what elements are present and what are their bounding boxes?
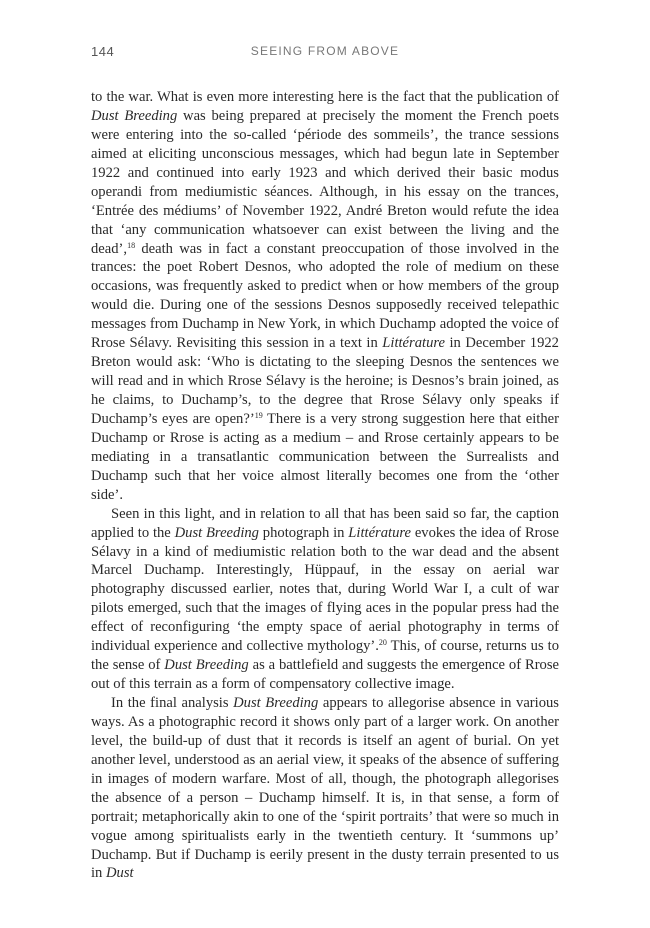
text-run: This, of course, returns us to the sense of — [91, 638, 559, 674]
italic-title: Littérature — [382, 335, 445, 352]
text-run: There is a very strong suggestion here that either Duchamp or Rrose is acting as a medium – and Rrose certainly appears to be mediating in a transatlantic communication between the Surrealists and Duchamp such that her voice almost literally becomes one from the ‘other side’. — [91, 410, 559, 503]
text-run: appears to allegorise absence in various ways. As a photographic record it shows only part of a larger work. On another level, the build-up of dust that it records is itself an agent of burial. On yet another level, understood as an aerial view, it speaks of the absence of suffering in images of modern warfare. Most of all, though, the photograph allegorises the absence of a person – Duchamp himself. It is, in that sense, a form of portrait; metaphorically akin to one of the ‘spirit portraits’ that were so much in vogue among spiritualists early in the twentieth century. It ‘summons up’ Duchamp. But if Duchamp is eerily present in the dusty terrain presented to us in — [91, 695, 559, 882]
italic-title: Littérature — [348, 524, 411, 541]
italic-title: Dust Breeding — [233, 695, 319, 711]
italic-title: Dust — [106, 865, 134, 882]
text-run: In the final analysis — [111, 695, 234, 711]
page-header — [91, 44, 559, 64]
text-run: death was in fact a constant preoccupation of those involved in the trances: the poet Robert Desnos, who adopted the role of medium on these occasions, was frequently asked to predict when or how members of the group would die. During one of the sessions Desnos supposedly received telepathic messages from Duchamp in New York, in which Duchamp adopted the voice of Rrose Sélavy. Revisiting this session in a text in — [91, 240, 559, 352]
paragraph — [91, 88, 559, 505]
text-run: photograph in — [258, 524, 349, 541]
page-number: 144 — [91, 44, 115, 59]
footnote-ref: 19 — [254, 410, 263, 420]
footnote-ref: 18 — [127, 240, 136, 250]
body-text — [91, 88, 559, 883]
text-run: as a battlefield and suggests the emergence of Rrose out of this terrain as a form of compensatory collective image. — [91, 657, 560, 693]
paragraph — [91, 694, 559, 883]
text-run: evokes the idea of Rrose Sélavy in a kind of mediumistic relation both to the war dead and the absent Marcel Duchamp. Interestingly, Hüppauf, in the essay on aerial war photography discussed earlier, notes that, during World War I, a cult of war pilots emerged, such that the images of flying aces in the popular press had the effect of reconfiguring ‘the empty space of aerial photography in terms of individual experience and collective mythology’. — [91, 524, 559, 655]
text-run: to the war. What is even more interesting here is the fact that the publication of — [91, 89, 559, 105]
italic-title: Dust Breeding — [91, 107, 178, 124]
italic-title: Dust Breeding — [164, 657, 249, 674]
text-run: was being prepared at precisely the moment the French poets were entering into the so-called ‘période des sommeils’, the trance sessions aimed at eliciting unconscious messages, which had begun late in September 1922 and continued into early 1923 and which derived their basic modus operandi from mediumistic séances. Although, in his essay on the trances, ‘Entrée des médiums’ of November 1922, André Breton would refute the idea that ‘any communication whatsoever can exist between the living and the dead’, — [91, 107, 560, 257]
running-head: SEEING FROM ABOVE — [250, 44, 400, 58]
italic-title: Dust Breeding — [174, 524, 259, 541]
text-run: Seen in this light, and in relation to all that has been said so far, the caption applied to the — [91, 505, 559, 541]
paragraph — [91, 505, 559, 694]
footnote-ref: 20 — [378, 638, 387, 648]
text-run: in December 1922 Breton would ask: ‘Who is dictating to the sleeping Desnos the sentences we will read and in which Rrose Sélavy is the heroine; is Desnos’s brain joined, as he claims, to Duchamp’s, to the degree that Rrose Sélavy only speaks if Duchamp’s eyes are open?’ — [91, 335, 559, 427]
